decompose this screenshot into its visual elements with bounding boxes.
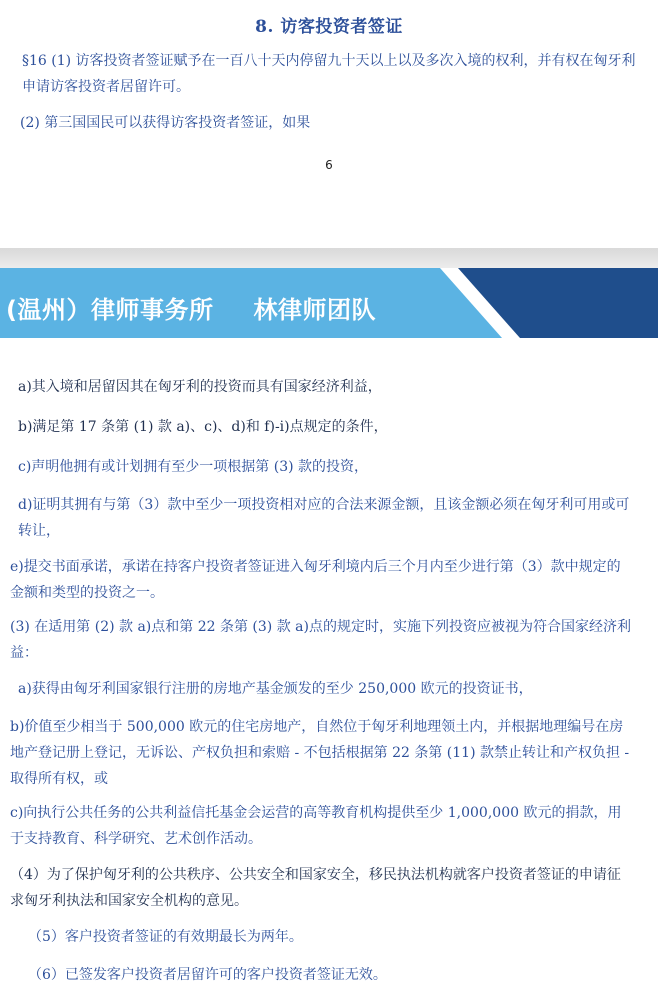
banner-title bbox=[6, 290, 376, 325]
paragraph-6: （6）已签发客户投资者居留许可的客户投资者签证无效。 bbox=[28, 967, 387, 983]
paragraph-3: (3) 在适用第 (2) 款 a)点和第 22 条第 (3) 款 a)点的规定时，实施下列投资应被视为符合国家经济利益： bbox=[10, 619, 631, 661]
firm-banner bbox=[0, 268, 658, 338]
paragraph-4: （4）为了保护匈牙利的公共秩序、公共安全和国家安全，移民执法机构就客户投资者签证的申请征求匈牙利执法和国家安全机构的意见。 bbox=[10, 867, 621, 909]
page-separator bbox=[0, 248, 658, 268]
item-e: e)提交书面承诺，承诺在持客户投资者签证进入匈牙利境内后三个月内至少进行第（3）款中规定的金额和类型的投资之一。 bbox=[10, 559, 621, 601]
firm-name: (温州）律师事务所 bbox=[6, 296, 214, 324]
item-a: a)其入境和居留因其在匈牙利的投资而具有国家经济利益， bbox=[18, 379, 382, 395]
paragraph-16-1: §16 (1) 访客投资者签证赋予在一百八十天内停留九十天以上以及多次入境的权利，并有权在匈牙利申请访客投资者居留许可。 bbox=[22, 53, 636, 95]
previous-page-fragment bbox=[0, 0, 658, 248]
item-d: d)证明其拥有与第（3）款中至少一项投资相对应的合法来源金额，且该金额必须在匈牙利可用或可转让， bbox=[18, 497, 630, 539]
team-name: 林律师团队 bbox=[253, 296, 376, 324]
page-number: 6 bbox=[325, 158, 333, 172]
investment-c: c)向执行公共任务的公共利益信托基金会运营的高等教育机构提供至少 1,000,000 欧元的捐款，用于支持教育、科学研究、艺术创作活动。 bbox=[10, 805, 622, 847]
investment-b: b)价值至少相当于 500,000 欧元的住宅房地产，自然位于匈牙利地理领土内，并根据地理编号在房地产登记册上登记，无诉讼、产权负担和索赔 - 不包括根据第 22 条第 (11) 款禁止转让和产权负担 - 取得所有权，或 bbox=[10, 719, 630, 787]
item-b: b)满足第 17 条第 (1) 款 a)、c)、d)和 f)-i)点规定的条件， bbox=[18, 419, 388, 435]
item-c: c)声明他拥有或计划拥有至少一项根据第 (3) 款的投资， bbox=[18, 459, 369, 475]
investment-a: a)获得由匈牙利国家银行注册的房地产基金颁发的至少 250,000 欧元的投资证书， bbox=[18, 681, 533, 697]
section-heading: 8. 访客投资者签证 bbox=[255, 17, 403, 37]
paragraph-16-2: (2) 第三国国民可以获得访客投资者签证，如果 bbox=[20, 115, 311, 131]
paragraph-5: （5）客户投资者签证的有效期最长为两年。 bbox=[28, 929, 303, 945]
